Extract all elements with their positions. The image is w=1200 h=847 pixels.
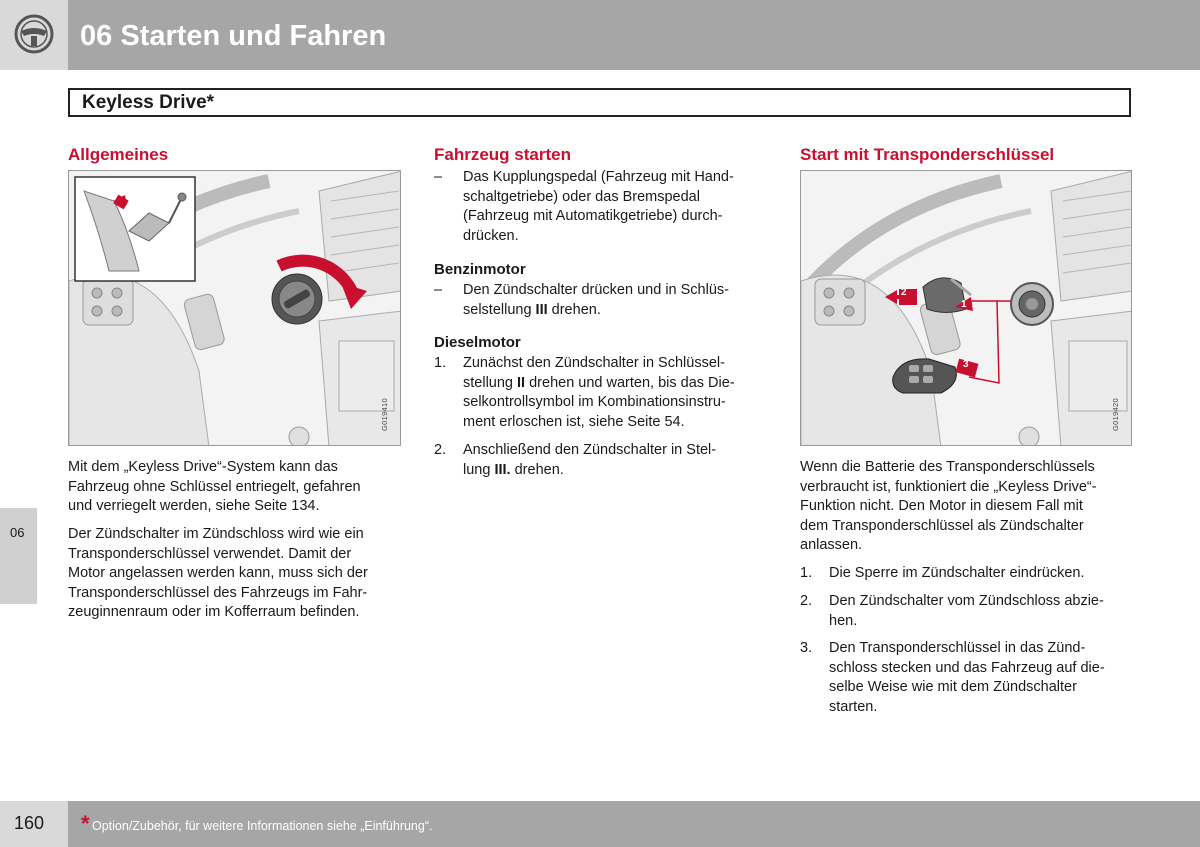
footer-bar [68, 801, 1200, 847]
page-header [0, 0, 1200, 70]
footnote-star: * [81, 811, 90, 836]
chapter-side-tab: 06 [0, 508, 37, 604]
heading-benzinmotor: Benzinmotor [434, 261, 526, 278]
callout-2: 2 [901, 287, 907, 298]
callout-3: 3 [963, 359, 969, 370]
heading-allgemeines: Allgemeines [68, 145, 169, 164]
figure-keyless-ignition [68, 170, 401, 446]
page-number: 160 [14, 813, 45, 833]
page-number-box [0, 801, 68, 847]
steering-wheel-icon [14, 14, 54, 54]
page-footer [0, 801, 1200, 847]
step-1: 1. Die Sperre im Zündschalter eindrücken. [800, 565, 1085, 581]
list-item-diesel-1: 1. Zunächst den Zündschalter in Schlüssel- stellung II drehen und warten, bis das Die- selkontrollsymbol im Kombinationsinstru- ment erloschen ist, siehe Seite 54. [434, 355, 735, 430]
illustration-ignition-switch [69, 171, 401, 446]
header-bar [68, 0, 1200, 70]
step-2: 2. Den Zündschalter vom Zündschloss abzie- hen. [800, 593, 1104, 629]
section-title-box [68, 88, 1131, 117]
footnote-text: Option/Zubehör, für weitere Informationen siehe „Einführung“. [92, 819, 433, 833]
heading-fahrzeug-starten: Fahrzeug starten [434, 145, 571, 164]
heading-start-transponder: Start mit Transponderschlüssel [800, 145, 1055, 164]
figure-code: G019410 [380, 398, 389, 431]
paragraph-keyless-intro: Mit dem „Keyless Drive“-System kann das Fahrzeug ohne Schlüssel entriegelt, gefahren und verriegelt werden, siehe Seite 134. [68, 459, 361, 514]
list-item-diesel-2: 2. Anschließend den Zündschalter in Stel- lung III. drehen. [434, 442, 717, 478]
paragraph-battery: Wenn die Batterie des Transponderschlüssels verbraucht ist, funktioniert die „Keyless Drive“- Funktion nicht. Den Motor in diesem Fall mit dem Transponderschlüssel als Zündschalter anlassen. [800, 459, 1097, 553]
step-3: 3. Den Transponderschlüssel in das Zünd- schloss stecken und das Fahrzeug auf die- selbe Weise wie mit dem Zündschalter starten. [800, 640, 1105, 715]
figure-code: G019420 [1111, 398, 1120, 431]
list-item-benzin: – Den Zündschalter drücken und in Schlüs- selstellung III drehen. [434, 282, 729, 318]
figure-transponder-start [800, 170, 1132, 446]
heading-dieselmotor: Dieselmotor [434, 334, 521, 351]
paragraph-transponder: Der Zündschalter im Zündschloss wird wie ein Transponderschlüssel verwendet. Damit der Motor angelassen werden kann, muss sich der Transponderschlüssel des Fahrzeugs im Fahr- zeuginnenraum oder im Kofferraum befinden. [68, 526, 368, 620]
header-icon-box [0, 0, 68, 70]
section-title: Keyless Drive* [82, 92, 215, 113]
callout-1: 1 [961, 299, 967, 310]
chapter-title: 06 Starten und Fahren [80, 20, 387, 52]
list-item-pedal: – Das Kupplungspedal (Fahrzeug mit Hand- schaltgetriebe) oder das Bremspedal (Fahrzeug mit Automatikgetriebe) durch- drücken. [434, 169, 734, 244]
